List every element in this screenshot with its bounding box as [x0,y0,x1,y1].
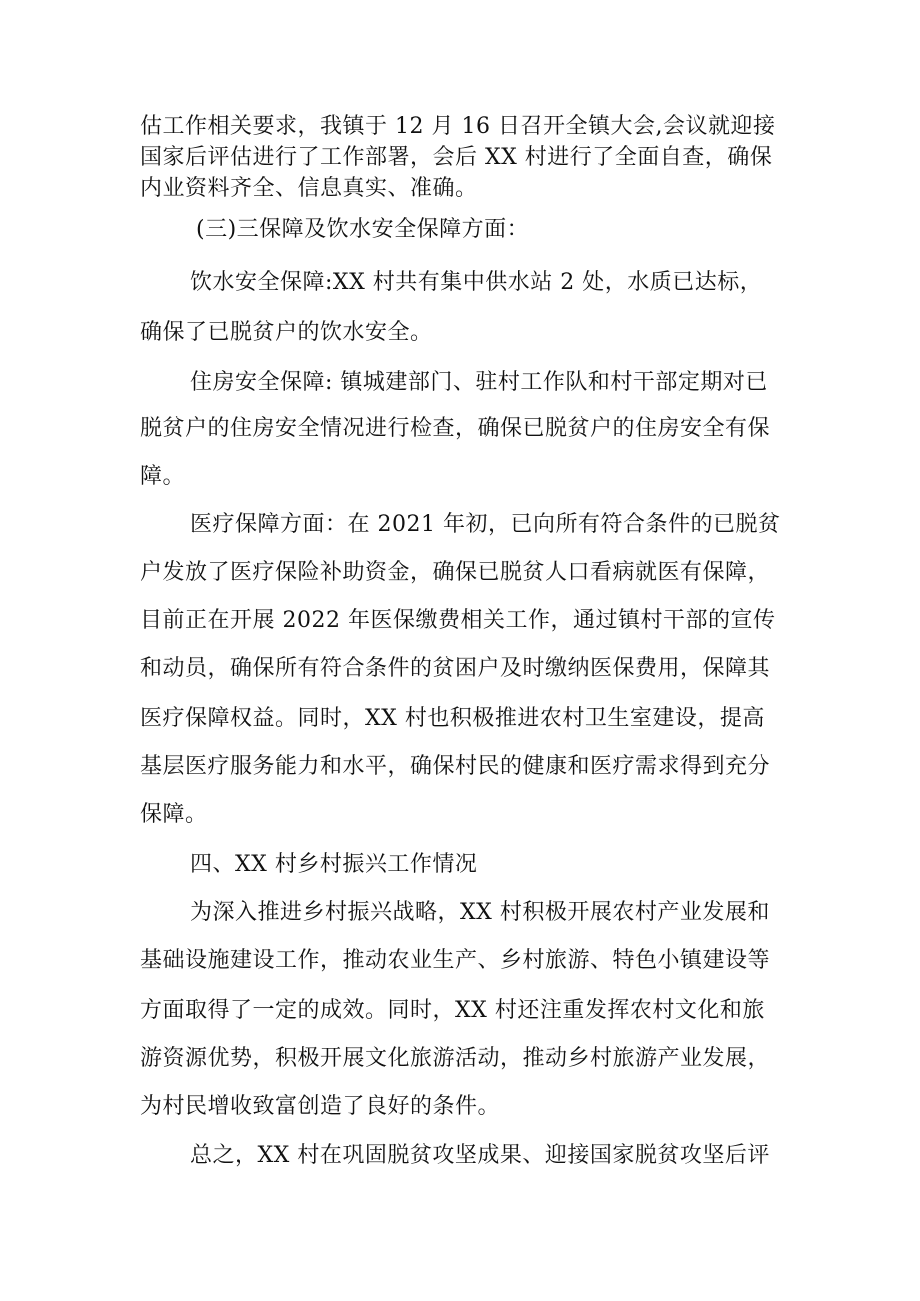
revitalization-line-2: 基础设施建设工作，推动农业生产、乡村旅游、特色小镇建设等 [140,948,771,973]
housing-line-1: 住房安全保障: 镇城建部门、驻村工作队和村干部定期对已 [190,370,768,395]
intro-line-3: 内业资料齐全、信息真实、准确。 [140,176,478,201]
intro-line-2: 国家后评估进行了工作部署，会后 XX 村进行了全面自查，确保 [140,145,773,170]
revitalization-line-3: 方面取得了一定的成效。同时，XX 村还注重发挥农村文化和旅 [140,998,765,1023]
medical-line-2: 户发放了医疗保险补助资金，确保已脱贫人口看病就医有保障， [140,560,771,585]
section-three-heading: (三)三保障及饮水安全保障方面： [196,217,530,242]
revitalization-line-4: 游资源优势，积极开展文化旅游活动，推动乡村旅游产业发展， [140,1046,771,1071]
intro-line-1: 估工作相关要求，我镇于 12 月 16 日召开全镇大会,会议就迎接 [140,114,776,139]
medical-line-5: 医疗保障权益。同时，XX 村也积极推进农村卫生室建设，提高 [140,706,765,731]
housing-line-3: 障。 [140,464,186,489]
medical-line-6: 基层医疗服务能力和水平，确保村民的健康和医疗需求得到充分 [140,754,771,779]
revitalization-line-1: 为深入推进乡村振兴战略，XX 村积极开展农村产业发展和 [190,900,770,925]
housing-line-2: 脱贫户的住房安全情况进行检查，确保已脱贫户的住房安全有保 [140,416,771,441]
medical-line-1: 医疗保障方面：在 2021 年初，已向所有符合条件的已脱贫 [190,512,781,537]
section-four-heading: 四、XX 村乡村振兴工作情况 [190,852,478,877]
medical-line-4: 和动员，确保所有符合条件的贫困户及时缴纳医保费用，保障其 [140,656,771,681]
water-line-1: 饮水安全保障:XX 村共有集中供水站 2 处，水质已达标， [190,270,763,295]
summary-line-1: 总之，XX 村在巩固脱贫攻坚成果、迎接国家脱贫攻坚后评 [190,1143,770,1168]
medical-line-7: 保障。 [140,802,208,827]
water-line-2: 确保了已脱贫户的饮水安全。 [140,320,433,345]
revitalization-line-5: 为村民增收致富创造了良好的条件。 [140,1094,501,1119]
medical-line-3: 目前正在开展 2022 年医保缴费相关工作，通过镇村干部的宣传 [140,608,776,633]
